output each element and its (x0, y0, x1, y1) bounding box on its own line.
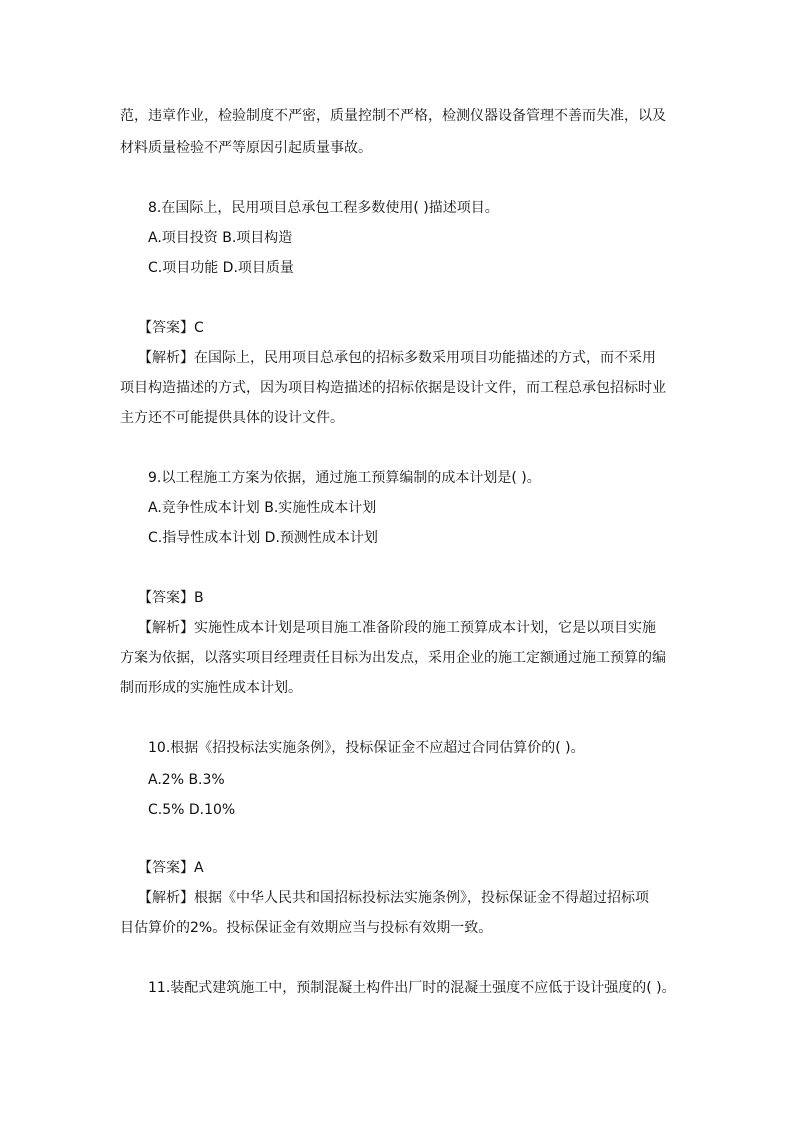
q10-options-cd: C.5% D.10% (148, 802, 236, 818)
q10-answer: 【答案】A (138, 860, 204, 876)
q9-analysis-3: 制而形成的实施性成本计划。 (120, 680, 302, 696)
q8-analysis-2: 项目构造描述的方式，因为项目构造描述的招标依据是设计文件，而工程总承包招标时业 (120, 380, 666, 396)
q10-question: 10.根据《招投标法实施条例》，投标保证金不应超过合同估算价的( )。 (148, 740, 585, 756)
q11-question: 11.装配式建筑施工中，预制混凝土构件出厂时的混凝土强度不应低于设计强度的( )。 (148, 980, 676, 996)
intro-line-2: 材料质量检验不严等原因引起质量事故。 (120, 140, 372, 156)
q9-options-cd: C.指导性成本计划 D.预测性成本计划 (148, 530, 378, 546)
q8-options-cd: C.项目功能 D.项目质量 (148, 260, 294, 276)
q9-question: 9.以工程施工方案为依据，通过施工预算编制的成本计划是( )。 (148, 470, 541, 486)
q10-options-ab: A.2% B.3% (148, 772, 225, 788)
q8-answer: 【答案】C (138, 320, 204, 336)
q8-options-ab: A.项目投资 B.项目构造 (148, 230, 293, 246)
q9-answer: 【答案】B (138, 590, 204, 606)
q9-options-ab: A.竞争性成本计划 B.实施性成本计划 (148, 500, 377, 516)
q10-analysis-2: 目估算价的2%。投标保证金有效期应当与投标有效期一致。 (120, 920, 493, 936)
q8-analysis-1: 【解析】在国际上，民用项目总承包的招标多数采用项目功能描述的方式，而不采用 (138, 350, 656, 366)
intro-line-1: 范，违章作业，检验制度不严密，质量控制不严格，检测仪器设备管理不善而失准，以及 (120, 108, 666, 124)
q8-question: 8.在国际上，民用项目总承包工程多数使用( )描述项目。 (148, 200, 499, 216)
q9-analysis-1: 【解析】实施性成本计划是项目施工准备阶段的施工预算成本计划，它是以项目实施 (138, 620, 656, 636)
q8-analysis-3: 主方还不可能提供具体的设计文件。 (120, 410, 344, 426)
q9-analysis-2: 方案为依据，以落实项目经理责任目标为出发点，采用企业的施工定额通过施工预算的编 (120, 650, 666, 666)
q10-analysis-1: 【解析】根据《中华人民共和国招标投标法实施条例》，投标保证金不得超过招标项 (138, 890, 649, 906)
